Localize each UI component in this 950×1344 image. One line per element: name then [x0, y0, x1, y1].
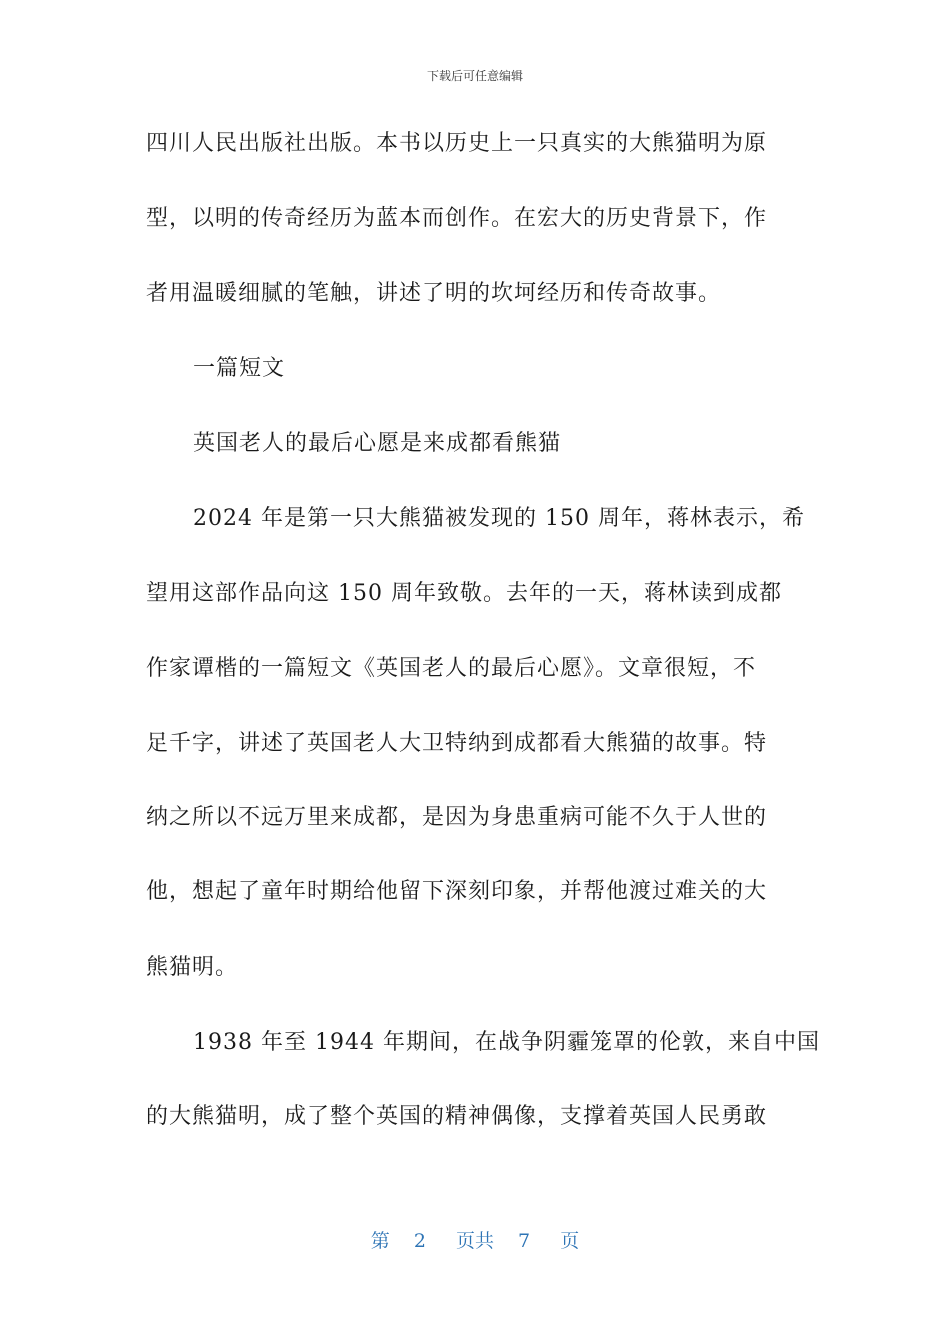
page-header: 下载后可任意编辑 — [426, 69, 523, 83]
body-line: 型，以明的传奇经历为蓝本而创作。在宏大的历史背景下，作 — [146, 206, 768, 231]
article-title: 英国老人的最后心愿是来成都看熊猫 — [193, 431, 562, 456]
body-line: 熊猫明。 — [146, 955, 239, 980]
body-line: 足千字，讲述了英国老人大卫特纳到成都看大熊猫的故事。特 — [146, 731, 768, 756]
page-footer — [0, 1226, 950, 1253]
body-line: 1938 年至 1944 年期间，在战争阴霾笼罩的伦敦，来自中国 — [193, 1030, 820, 1055]
section-heading: 一篇短文 — [193, 356, 286, 381]
body-line: 他，想起了童年时期给他留下深刻印象，并帮他渡过难关的大 — [146, 879, 768, 904]
page-label-suffix: 页 — [560, 1230, 580, 1252]
page-label-middle: 页共 — [455, 1230, 494, 1252]
current-page-number: 2 — [413, 1230, 426, 1252]
body-line: 的大熊猫明，成了整个英国的精神偶像，支撑着英国人民勇敢 — [146, 1104, 768, 1129]
page-label-prefix: 第 — [370, 1230, 390, 1252]
body-line: 四川人民出版社出版。本书以历史上一只真实的大熊猫明为原 — [146, 131, 768, 156]
body-line: 者用温暖细腻的笔触，讲述了明的坎坷经历和传奇故事。 — [146, 281, 722, 306]
total-pages-number: 7 — [518, 1230, 531, 1252]
body-line: 作家谭楷的一篇短文《英国老人的最后心愿》。文章很短，不 — [146, 656, 757, 681]
body-line: 2024 年是第一只大熊猫被发现的 150 周年，蒋林表示，希 — [193, 506, 805, 531]
body-line: 望用这部作品向这 150 周年致敬。去年的一天，蒋林读到成都 — [146, 581, 782, 606]
body-line: 纳之所以不远万里来成都，是因为身患重病可能不久于人世的 — [146, 805, 768, 830]
